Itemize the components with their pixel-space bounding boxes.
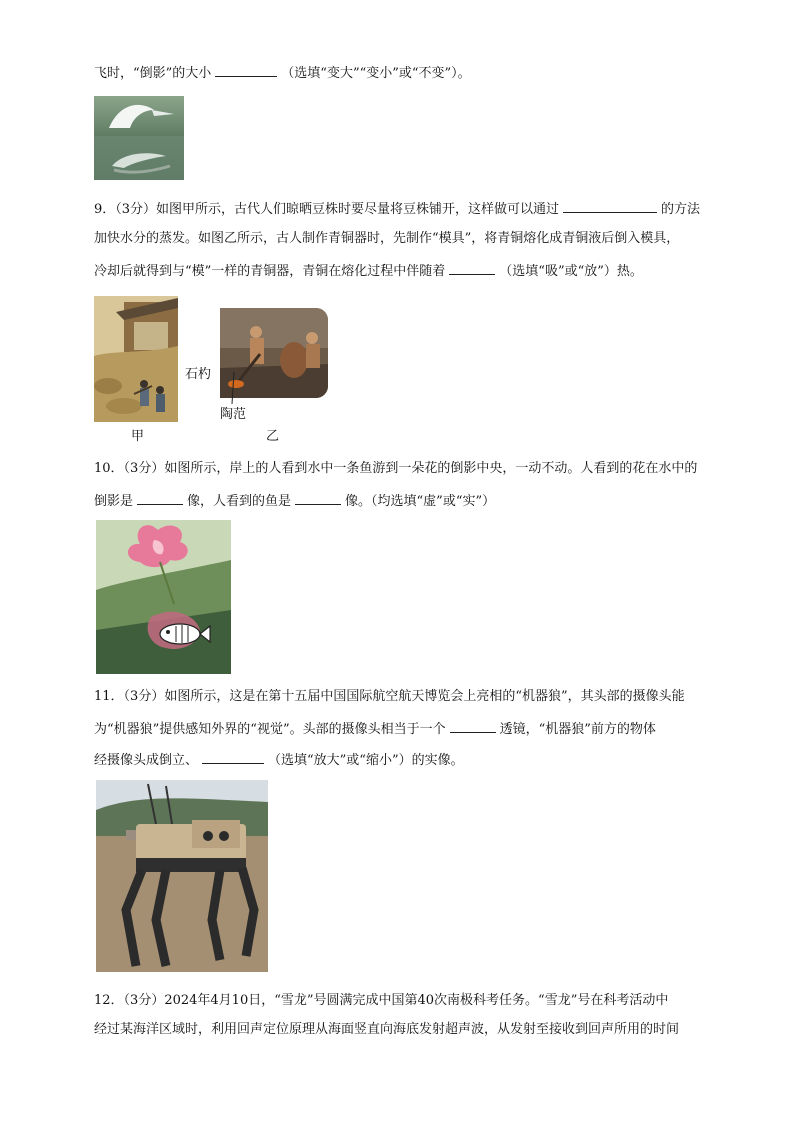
q11-text-2a: 为“机器狼”提供感知外界的“视觉”。头部的摄像头相当于一个 [94, 722, 446, 737]
q11-text-2b: 透镜，“机器狼”前方的物体 [499, 722, 656, 737]
q10-line-1 [94, 459, 697, 479]
q11-line-1 [94, 687, 685, 707]
egret-reflection-image [94, 96, 184, 180]
q9-text-3a: 冷却后就得到与“模”一样的青铜器，青铜在熔化过程中伴随着 [94, 264, 446, 279]
q9-line-3 [94, 260, 643, 282]
q9-text-2: 加快水分的蒸发。如图乙所示，古人制作青铜器时，先制作“模具”，将青铜熔化成青铜液后倒入模具， [94, 231, 680, 246]
drying-beans-image-jia [94, 296, 178, 422]
label-taofan: 陶范 [220, 407, 247, 422]
q11-text-1: 11．（3分）如图所示，这是在第十五届中国国际航空航天博览会上亮相的“机器狼”，其头部的摄像头能 [94, 689, 685, 704]
q12-line-2 [94, 1020, 679, 1040]
robot-wolf-image [96, 780, 268, 972]
q10-text-2c: 像。（均选填“虚”或“实”） [345, 494, 496, 509]
q9-answer-blank-1[interactable] [563, 198, 657, 213]
q9-text-1a: 9．（3分）如图甲所示，古代人们晾晒豆株时要尽量将豆株铺开，这样做可以通过 [94, 202, 560, 217]
q11-answer-blank-2[interactable] [202, 749, 264, 764]
q11-text-3a: 经摄像头成倒立、 [94, 753, 199, 768]
q11-text-3b: （选填“放大”或“缩小”）的实像。 [268, 753, 464, 768]
pointer-line-taofan [214, 370, 244, 406]
q10-text-2b: 像，人看到的鱼是 [187, 494, 292, 509]
q9-text-3b: （选填“吸”或“放”）热。 [499, 264, 643, 279]
q10-text-2a: 倒影是 [94, 494, 134, 509]
q11-line-3 [94, 749, 464, 771]
q8-text-line [94, 62, 471, 84]
q10-answer-blank-2[interactable] [295, 490, 341, 505]
q9-answer-blank-2[interactable] [449, 260, 495, 275]
label-yi: 乙 [266, 429, 280, 444]
q8-answer-blank[interactable] [215, 62, 277, 77]
q8-text-a: 飞时，“倒影”的大小 [94, 66, 212, 81]
q10-answer-blank-1[interactable] [137, 490, 183, 505]
label-jia: 甲 [131, 429, 145, 444]
q11-answer-blank-1[interactable] [450, 718, 496, 733]
q12-line-1 [94, 991, 668, 1011]
q8-text-b: （选填“变大”“变小”或“不变”）。 [281, 66, 471, 81]
label-shizhuo: 石杓 [185, 367, 212, 382]
q9-line-1 [94, 198, 700, 220]
lotus-fish-reflection-image [96, 520, 231, 674]
q10-text-1: 10．（3分）如图所示，岸上的人看到水中一条鱼游到一朵花的倒影中央，一动不动。人看到的花在水中的 [94, 461, 698, 476]
q10-line-2 [94, 490, 495, 512]
q11-line-2 [94, 718, 656, 740]
q12-text-1: 12．（3分）2024年4月10日，“雪龙”号圆满完成中国第40次南极科考任务。“雪龙”号在科考活动中 [94, 993, 669, 1008]
q9-text-1b: 的方法 [661, 202, 701, 217]
q12-text-2: 经过某海洋区域时，利用回声定位原理从海面竖直向海底发射超声波，从发射至接收到回声所用的时间 [94, 1022, 680, 1037]
q9-line-2 [94, 229, 679, 249]
